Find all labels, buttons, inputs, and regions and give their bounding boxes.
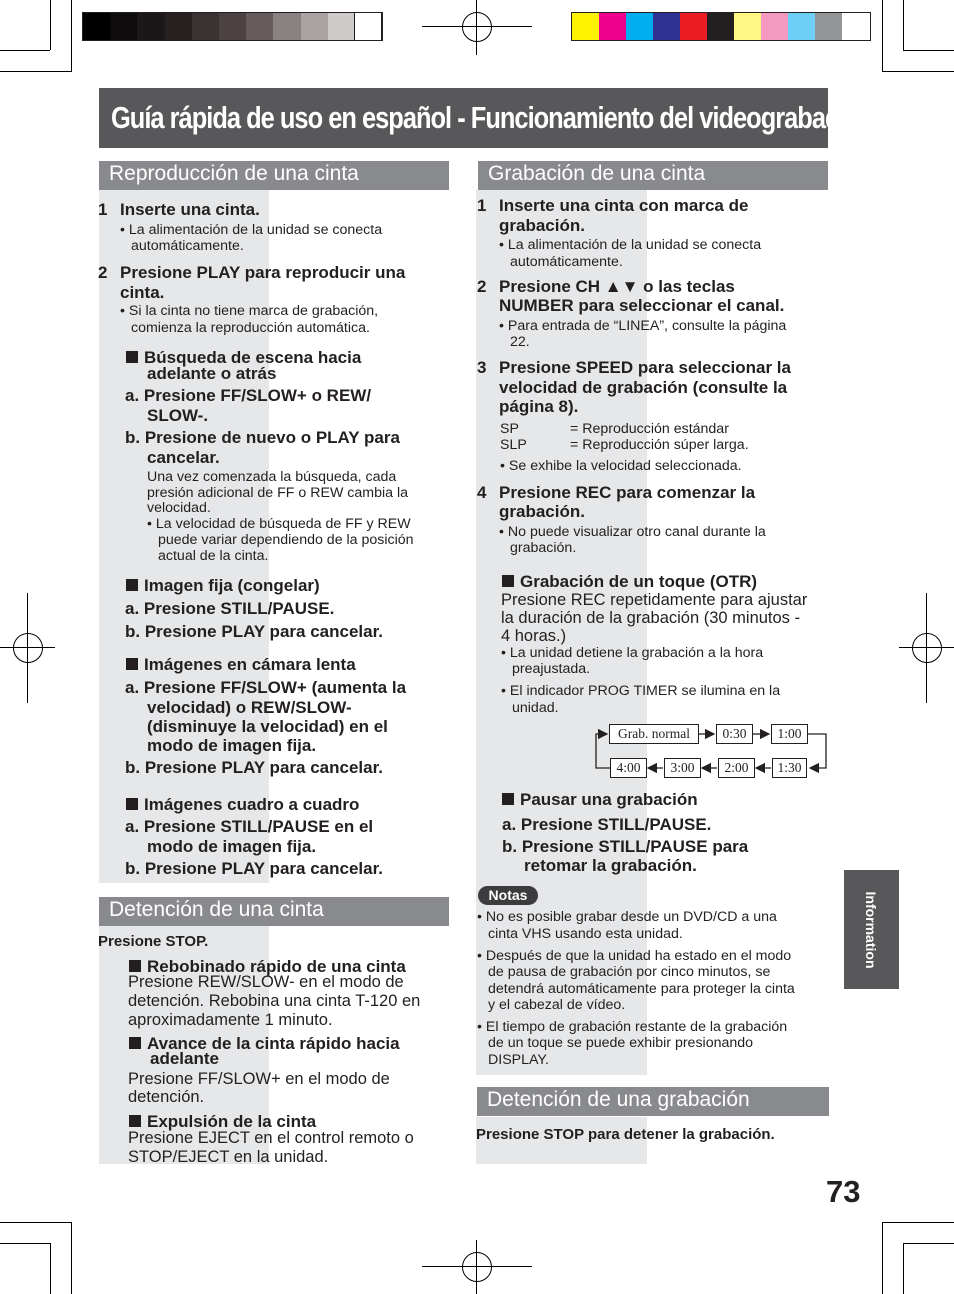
otr-bullet1-line1: • La unidad detiene la grabación a la hora: [501, 645, 764, 661]
cycle-box-400: 4:00: [610, 758, 647, 778]
step-2-title-line1: Presione PLAY para reproducir una: [120, 263, 406, 282]
square-bullet-icon: [126, 579, 138, 591]
rec-step-1-title-line2: grabación.: [499, 216, 585, 235]
camara-lenta-step-a-line3: (disminuye la velocidad) en el: [147, 717, 388, 736]
detencion-intro: Presione STOP.: [98, 933, 209, 950]
square-bullet-icon: [129, 1037, 141, 1049]
rebobinado-text-line1: Presione REW/SLOW- en el modo de: [128, 973, 404, 991]
speed-code-sp: SP: [500, 421, 519, 437]
otr-bullet2-line2: unidad.: [512, 700, 559, 716]
note-2-line4: y el cabezal de vídeo.: [488, 997, 626, 1013]
rec-step-3-title-line3: página 8).: [499, 397, 579, 416]
square-bullet-icon: [126, 798, 138, 810]
rec-step-4-bullet-line1: • No puede visualizar otro canal durante la: [499, 524, 766, 540]
square-bullet-icon: [502, 575, 514, 587]
cycle-box-130: 1:30: [772, 758, 807, 778]
expulsion-text-line2: STOP/EJECT en la unidad.: [128, 1148, 329, 1166]
step-2-bullet-line2: comienza la reproducción automática.: [131, 320, 370, 336]
rec-step-1-title-line1: Inserte una cinta con marca de: [499, 196, 749, 215]
step-1-number: 1: [98, 200, 108, 219]
busqueda-heading-line2: adelante o atrás: [147, 364, 277, 383]
expulsion-heading: Expulsión de la cinta: [129, 1112, 316, 1132]
gray-bar-frame: [82, 12, 382, 41]
camara-lenta-step-a-line4: modo de imagen fija.: [147, 736, 317, 755]
cycle-box-100: 1:00: [771, 724, 808, 744]
otr-bullet2-line1: • El indicador PROG TIMER se ilumina en la: [501, 683, 781, 699]
otr-text-line2: la duración de la grabación (30 minutos -: [501, 609, 801, 627]
avance-text-line2: detención.: [128, 1088, 205, 1106]
busqueda-bullet-line3: actual de la cinta.: [158, 548, 269, 564]
section-heading-grabacion: Grabación de una cinta: [478, 161, 828, 190]
pausar-step-b-line2: retomar la grabación.: [524, 856, 697, 875]
title-banner: [99, 88, 877, 148]
rec-step-4-number: 4: [477, 483, 487, 502]
rec-step-1-bullet-line2: automáticamente.: [510, 254, 623, 270]
rec-step-3-title-line1: Presione SPEED para seleccionar la: [499, 358, 791, 377]
rec-step-4-title-line2: grabación.: [499, 502, 585, 521]
camara-lenta-step-a-line2: velocidad) o REW/SLOW-: [147, 698, 352, 717]
cuadro-step-b: b. Presione PLAY para cancelar.: [125, 859, 383, 878]
page-number: 73: [826, 1174, 861, 1209]
square-bullet-icon: [129, 1115, 141, 1127]
page-title: Guía rápida de uso en español - Funcionamiento del videograbador -: [111, 100, 877, 135]
section-heading-detencion-grabacion: Detención de una grabación: [477, 1087, 829, 1116]
avance-text-line1: Presione FF/SLOW+ en el modo de: [128, 1070, 390, 1088]
square-bullet-icon: [126, 351, 138, 363]
square-bullet-icon: [126, 658, 138, 670]
note-3-line2: de un toque se puede exhibir presionando: [488, 1035, 754, 1051]
imagen-fija-step-a: a. Presione STILL/PAUSE.: [125, 599, 335, 618]
cycle-box-030: 0:30: [716, 724, 753, 744]
busqueda-text-line3: velocidad.: [147, 500, 211, 516]
cuadro-step-a-line1: a. Presione STILL/PAUSE en el: [125, 817, 374, 836]
square-bullet-icon: [129, 960, 141, 972]
cycle-box-200: 2:00: [718, 758, 755, 778]
cuadro-heading: Imágenes cuadro a cuadro: [126, 795, 359, 815]
expulsion-text-line1: Presione EJECT en el control remoto o: [128, 1129, 414, 1147]
busqueda-step-a-line2: SLOW-.: [147, 406, 209, 425]
cycle-box-300: 3:00: [664, 758, 701, 778]
notes-badge: Notas: [478, 886, 538, 905]
imagen-fija-heading: Imagen fija (congelar): [126, 576, 320, 596]
busqueda-step-b-line1: b. Presione de nuevo o PLAY para: [125, 428, 400, 447]
busqueda-step-a-line1: a. Presione FF/SLOW+ o REW/: [125, 386, 372, 405]
otr-bullet1-line2: preajustada.: [512, 661, 591, 677]
rec-step-3-title-line2: velocidad de grabación (consulte la: [499, 378, 788, 397]
camara-lenta-heading: Imágenes en cámara lenta: [126, 655, 356, 675]
note-2-line3: detendrá automáticamente para proteger la cinta: [488, 981, 795, 997]
camara-lenta-step-a-line1: a. Presione FF/SLOW+ (aumenta la: [125, 678, 407, 697]
rec-step-1-number: 1: [477, 196, 487, 215]
note-1-line1: • No es posible grabar desde un DVD/CD a una: [477, 909, 777, 925]
busqueda-step-b-line2: cancelar.: [147, 448, 220, 467]
rebobinado-text-line2: detención. Rebobina una cinta T-120 en: [128, 992, 421, 1010]
note-1-line2: cinta VHS usando esta unidad.: [488, 926, 683, 942]
speed-code-slp: SLP: [500, 437, 527, 453]
rec-step-4-title-line1: Presione REC para comenzar la: [499, 483, 756, 502]
busqueda-bullet-line2: puede variar dependiendo de la posición: [158, 532, 414, 548]
pausar-step-b-line1: b. Presione STILL/PAUSE para: [502, 837, 749, 856]
pausar-heading: Pausar una grabación: [502, 790, 698, 810]
rec-step-2-title-line2: NUMBER para seleccionar el canal.: [499, 296, 785, 315]
busqueda-text-line2: presión adicional de FF o REW cambia la: [147, 485, 409, 501]
note-3-line1: • El tiempo de grabación restante de la grabación: [477, 1019, 788, 1035]
cuadro-step-a-line2: modo de imagen fija.: [147, 837, 317, 856]
avance-heading: Avance de la cinta rápido hacia: [129, 1034, 400, 1054]
rebobinado-text-line3: aproximadamente 1 minuto.: [128, 1011, 333, 1029]
speed-desc-sp: = Reproducción estándar: [570, 421, 729, 437]
rec-step-2-bullet-line2: 22.: [510, 334, 530, 350]
step-1-title: Inserte una cinta.: [120, 200, 260, 219]
rec-step-4-bullet-line2: grabación.: [510, 540, 577, 556]
busqueda-heading: Búsqueda de escena hacia: [126, 348, 361, 368]
otr-heading: Grabación de un toque (OTR): [502, 572, 757, 592]
speed-desc-slp: = Reproducción súper larga.: [570, 437, 749, 453]
rec-step-1-bullet-line1: • La alimentación de la unidad se conecta: [499, 237, 762, 253]
pausar-step-a: a. Presione STILL/PAUSE.: [502, 815, 712, 834]
busqueda-bullet-line1: • La velocidad de búsqueda de FF y REW: [147, 516, 411, 532]
square-bullet-icon: [502, 793, 514, 805]
rec-step-2-title-line1: Presione CH ▲▼ o las teclas: [499, 277, 735, 296]
step-1-bullet-line1: • La alimentación de la unidad se conecta: [120, 222, 383, 238]
camara-lenta-step-b: b. Presione PLAY para cancelar.: [125, 758, 383, 777]
otr-text-line1: Presione REC repetidamente para ajustar: [501, 591, 808, 609]
rec-step-3-number: 3: [477, 358, 487, 377]
note-2-line1: • Después de que la unidad ha estado en el modo: [477, 948, 792, 964]
avance-heading-line2: adelante: [150, 1049, 219, 1068]
color-bar-frame: [571, 12, 871, 41]
note-3-line3: DISPLAY.: [488, 1052, 549, 1068]
busqueda-text-line1: Una vez comenzada la búsqueda, cada: [147, 469, 397, 485]
imagen-fija-step-b: b. Presione PLAY para cancelar.: [125, 622, 383, 641]
side-tab-information: [844, 870, 899, 989]
step-2-number: 2: [98, 263, 108, 282]
cycle-box-normal: Grab. normal: [609, 724, 699, 744]
side-tab-label: Information: [863, 891, 879, 969]
detencion-grabacion-text: Presione STOP para detener la grabación.: [476, 1126, 775, 1143]
note-2-line2: de pausa de grabación por cinco minutos, se: [488, 964, 771, 980]
otr-text-line3: 4 horas.): [501, 627, 567, 645]
section-heading-detencion: Detención de una cinta: [99, 897, 449, 926]
step-1-bullet-line2: automáticamente.: [131, 238, 244, 254]
section-heading-reproduccion: Reproducción de una cinta: [99, 161, 449, 190]
step-2-bullet-line1: • Si la cinta no tiene marca de grabación,: [120, 303, 379, 319]
step-2-title-line2: cinta.: [120, 283, 165, 302]
rec-step-3-bullet: • Se exhibe la velocidad seleccionada.: [500, 458, 742, 474]
rec-step-2-number: 2: [477, 277, 487, 296]
rebobinado-heading: Rebobinado rápido de una cinta: [129, 957, 406, 977]
rec-step-2-bullet-line1: • Para entrada de “LINEA”, consulte la página: [499, 318, 787, 334]
